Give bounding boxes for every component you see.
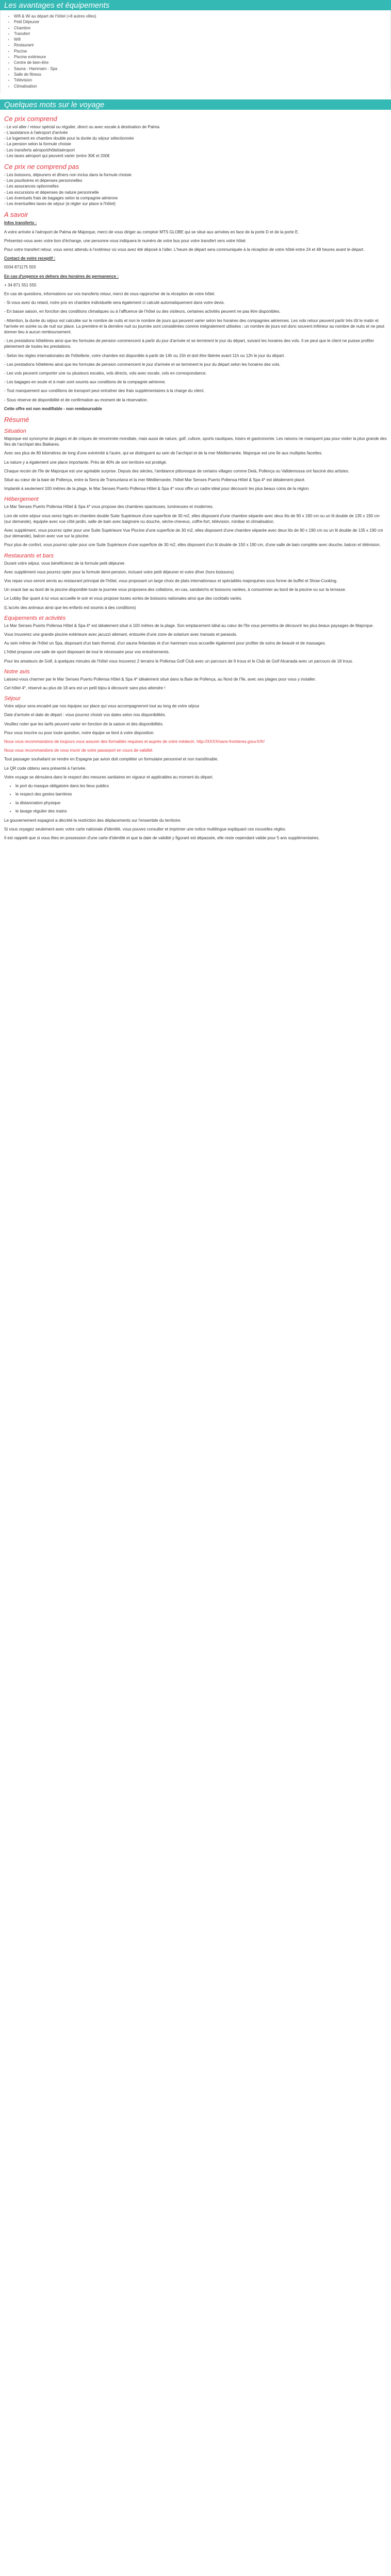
travel-rule-paragraph: Tout passager souhaitant se rendre en Espagne par avion doit compléter un formulaire personnel et non transférable. (4, 757, 219, 762)
contact-label: Contact de votre receptif : (4, 256, 56, 261)
lodging-paragraph: Le Mar Senses Puerto Pollensa Hôtel & Spa 4* vous propose des chambres spacieuses, lumineuses et modernes. (4, 504, 214, 510)
travel-rule-item: • le port du masque obligatoire dans les lieux publics (15, 783, 387, 789)
info-note: - Les prestations hôtelières ainsi que les formules de pension commencent à partir du jour d'arrivée et se terminent le jour du départ, suivant les horaires des vols. Il se peut que le client ne puisse profiter pleinement de toutes les prestations. (4, 338, 374, 349)
price-in-item: - Le vol aller / retour spécial ou régulier, direct ou avec escale à destination de Palma (4, 124, 160, 129)
urgency-label: En cas d'urgence en dehors des horaires de permanence : (4, 274, 119, 279)
stay-paragraph: Veuillez noter que les tarifs peuvent varier en fonction de la saison et des disponibilités. (4, 721, 164, 726)
lodging-paragraph: Avec supplément, vous pourrez opter pour une Suite Supérieure Vue Piscine d'une superficie de 30 m2, elles disposent d'une chambre séparée avec deux lits de 90 x 190 cm ou un lit double de 135 x 190 cm (sur demande), balcon avec vue sur la piscine. (4, 528, 383, 539)
our-opinion-title: Notre avis (4, 668, 30, 675)
info-note: - Les vols peuvent comporter une ou plusieurs escales, vols directs, vols avec escale, vols en correspondance. (4, 370, 207, 376)
info-note: - Attention, la durée du séjour est calculée sur le nombre de nuits et non le nombre de jours qui peuvent varier selon les horaires des compagnies aériennes. Les vols retour peuvent partir très tôt le matin et l'arrivée en soirée ou de nuit sur place. La première et la dernière nuit ou journée sont considérées comme intégralement utilisées ; un nombre de jours est donc souvent inférieur au nombre de nuits et ne peut donner lieu à aucun remboursement. (4, 318, 385, 334)
advantage-item: • Petit Déjeuner (14, 19, 386, 25)
advantage-item: • Piscine extérieure (14, 54, 386, 60)
price-in-item: - La pension selon la formule choisie (4, 142, 71, 147)
info-lead: Infos transferts : (4, 221, 37, 226)
situation-title: Situation (4, 428, 26, 434)
travel-rule-paragraph: Votre voyage se déroulera dans le respect des mesures sanitaires en vigueur et applicables au moment du départ. (4, 774, 214, 779)
equipment-paragraph: Pour les amateurs de Golf, à quelques minutes de l'hôtel vous trouverez 2 terrains le Pollensa Golf Club avec un parcours de 9 trous et le Club de Golf Alcanada avec un parcours de 18 trous. (4, 658, 353, 664)
price-in-list (4, 124, 387, 159)
advantage-item: • Sauna - Hammam - Spa (14, 66, 386, 72)
stay-paragraph: Date d'arrivée et date de départ : vous pourrez choisir vos dates selon nos disponibilités. (4, 713, 166, 718)
equipment-paragraph: Le Mar Senses Puerto Pollensa Hôtel & Spa 4* est idéalement situé à 100 mètres de la plage. Son emplacement idéal au cœur de l'île vous permettra de découvrir les plus beaux paysages de Majorque. (4, 623, 374, 628)
price-in-title: Ce prix comprend (4, 114, 57, 123)
advantage-item: • Restaurant (14, 42, 386, 48)
price-in-item: - L'assistance à l'aéroport d'arrivée (4, 130, 68, 135)
info-note: - En basse saison, en fonction des conditions climatiques ou à l'affluence de l'hôtel ou des visiteurs, certaines activités peuvent ne pas être disponibles. (4, 309, 281, 314)
opinion-paragraph: Cet hôtel 4*, réservé au plus de 18 ans est un petit bijou à découvrir sans plus attendre ! (4, 686, 166, 691)
dining-paragraph: Le Lobby Bar quant à lui vous accueille le soir et vous propose toutes sortes de boissons nationales ainsi que des cocktails variés. (4, 596, 242, 601)
info-paragraph: Pour votre transfert retour, vous serez attendu à l'extérieur où vous avez été déposé à l'aller. L'heure de départ sera communiquée à la réception de votre hôtel entre 24 et 48 heures avant le départ. (4, 247, 365, 252)
travel-rule-final-paragraph: Il est rappelé que si vous êtes en possession d'une carte d'identité et que la date de validité y figurant est dépassée, elle reste cependant valide pour 5 ans supplémentaires. (4, 836, 320, 841)
lodging-paragraph: Pour plus de confort, vous pourrez opter pour une Suite Supérieure d'une superficie de 30 m2, elles disposent d'un lit double de 150 x 190 cm, d'une salle de bain complète avec douche, balcon et télévision. (4, 543, 381, 548)
stay-warning: Nous vous recommandons de vous munir de votre passeport en cours de validité. (4, 748, 154, 753)
lodging-paragraph: Lors de votre séjour vous serez logés en chambre double Suite Supérieure d'une superficie de 30 m2, elles disposent d'une chambre séparée avec deux lits de 90 x 190 cm ou un lit double de 135 x 190 cm (sur demande), équipée avec vue côté jardin, salle de bain avec baignoire ou douche, sèche-cheveux, coffre-fort, télévision, minibar et climatisation. (4, 513, 380, 524)
price-out-item: - Les pourboires et dépenses personnelles (4, 178, 83, 183)
price-out-item: - Les éventuels frais de bagages selon la compagnie aérienne (4, 195, 118, 200)
price-out-title: Ce prix ne comprend pas (4, 163, 79, 171)
travel-rule-paragraph: Le QR code obtenu sera présenté à l'arrivée. (4, 766, 87, 771)
advantage-item: • Chambre (14, 25, 386, 31)
price-out-list (4, 172, 387, 207)
stay-paragraph: Pour vous inscrire ou pour toute question, notre équipe se tient à votre disposition. (4, 730, 155, 735)
lodging-title: Hébergement (4, 496, 39, 503)
details-content (0, 110, 391, 848)
our-opinion-text (4, 676, 387, 691)
travel-rules-list (4, 783, 387, 815)
dining-text (4, 561, 387, 602)
equipment-paragraph: L'hôtel propose une salle de sport disposant de tout le nécessaire pour vos entraînements. (4, 650, 170, 655)
info-title: A savoir (4, 211, 28, 219)
opinion-paragraph: Laissez-vous charmer par le Mar Senses Puerto Pollensa Hôtel & Spa 4* idéalement situé dans la Baie de Pollença, au Nord de l'île, avec ses plages pour vous y installer. (4, 676, 316, 682)
summary-title: Résumé (4, 415, 29, 423)
info-paragraph: Présentez-vous avec votre bon d'échange, une personne vous indiquera le numéro de votre bus pour votre transfert vers votre hôtel. (4, 238, 247, 243)
dining-paragraph: Avec supplément vous pourrez opter pour la formule demi-pension, incluant votre petit déjeuner et votre dîner (hors boissons). (4, 569, 235, 574)
advantage-item: • Wifi & Wi au départ de l'hôtel (+8 autres villes) (14, 13, 386, 19)
price-in-item: - Le logement en chambre double pour la durée du séjour sélectionnée (4, 136, 134, 141)
dining-paragraph: Un snack bar au bord de la piscine disponible toute la journée vous proposera des collations, en-cas, sandwichs et boissons variées, à consommer au bord de la piscine ou sur la terrasse. (4, 587, 347, 592)
equipment-paragraph: Vous trouverez une grande piscine extérieure avec jacuzzi attenant, entourée d'une zone de solarium avec transats et parasols. (4, 632, 238, 637)
info-paragraph: A votre arrivée à l'aéroport de Palma de Majorque, merci de vous diriger au comptoir MTS GLOBE qui se situe aux arrivées en face de la porte D et de la porte E. (4, 229, 299, 234)
price-in-item: - Les taxes aéroport qui peuvent varier (entre 30€ et 200€ (4, 153, 110, 158)
advantage-item: • Salle de fitness (14, 72, 386, 77)
price-out-item: - Les assurances optionnelles (4, 184, 59, 189)
dining-paragraph: Vos repas vous seront servis au restaurant principal de l'hôtel, vous proposant un large choix de plats internationaux et spécialités majorquines sous forme de buffet et Show-Cooking. (4, 579, 338, 584)
travel-rule-item: • le respect des gestes barrières (15, 791, 387, 797)
situation-paragraph: Chaque recoin de l'île de Majorque est une agréable surprise. Depuis des siècles, l'ambiance pittoresque de certains villages comme Deià, Pollença ou Valldemossa ont fasciné des artistes. (4, 468, 350, 473)
price-out-item: - Les éventuelles taxes de séjour (à régler sur place à l'hôtel) (4, 201, 116, 207)
dining-note: (L'accès des animaux ainsi que les enfants est soumis à des conditions) (4, 605, 136, 610)
info-notes (4, 300, 387, 403)
equipment-title: Equipements et activités (4, 615, 66, 621)
dining-title: Restaurants et bars (4, 552, 54, 559)
situation-paragraph: Majorque est synonyme de plages et de criques de renommée mondiale, mais aussi de nature, golf, culture, sports nautiques, loisirs et gastronomie. Les raisons ne manquent pas pour visiter la plus grande des îles de l'archipel des Baléares. (4, 436, 387, 447)
info-note: - Tout manquement aux conditions de transport peut entraîner des frais supplémentaires à la charge du client. (4, 388, 205, 394)
price-out-item: - Les boissons, déjeuners et dîners non inclus dans la formule choisie (4, 173, 132, 178)
info-note: - Si vous avez du retard, notre prix en chambre individuelle sera également ci calculé automatiquement dans votre devis. (4, 300, 225, 306)
contact-phone: 0034 871175 555 (4, 265, 36, 270)
advantage-item: • Climatisation (14, 83, 386, 89)
situation-paragraph: Situé au cœur de la baie de Pollença, entre la Serra de Tramuntana et la mer Méditerranée, l'hôtel Mar Senses Puerto Pollensa Hôtel & Spa 4* est idéalement placé. (4, 477, 306, 482)
advantage-item: • Transfert (14, 31, 386, 37)
equipment-text (4, 623, 387, 664)
price-in-item: - Les transferts aéroport/hôtel/aéroport (4, 147, 75, 152)
dining-paragraph: Durant votre séjour, vous bénéficierez de la formule petit déjeuner. (4, 561, 126, 566)
info-paragraph: En cas de questions, informations sur vos transferts retour, merci de vous rapprocher de la réception de votre hôtel. (4, 291, 216, 296)
advantage-item: • Piscine (14, 48, 386, 54)
stay-paragraph: Votre séjour sera encadré par nos équipes sur place qui vous accompagneront tout au long de votre séjour. (4, 704, 201, 709)
situation-paragraph: Implanté à seulement 100 mètres de la plage, le Mar Senses Puerto Pollensa Hôtel & Spa 4* vous offre un cadre idéal pour découvrir les plus beaux coins de la région. (4, 486, 310, 492)
info-note: - Sous réserve de disponibilité et de confirmation au moment de la réservation. (4, 397, 148, 402)
info-note: - Selon les règles internationales de l'hôtellerie, votre chambre est disponible à partir de 14h ou 15h et doit être libérée avant 11h ou 12h le jour du départ. (4, 353, 285, 358)
travel-rules-final (4, 818, 387, 841)
non-refundable-note: Cette offre est non modifiable - non remboursable (4, 406, 102, 411)
travel-rule-item: • la distanciation physique (15, 800, 387, 806)
stay-warning-text (4, 739, 387, 753)
info-note: - Les bagages en soute et à main sont soumis aux conditions de la compagnie aérienne. (4, 380, 166, 385)
urgency-phone: + 34 871 551 555 (4, 282, 37, 287)
stay-warning: Nous vous recommandons de toujours vous assurer des formalités requises et auprès de votre médecin. http://XXXX/sans-frontieres.gouv.fr/fr/ (4, 739, 265, 744)
advantage-item: • Télévision (14, 77, 386, 83)
lodging-text (4, 504, 387, 548)
details-title: Quelques mots sur le voyage (0, 99, 391, 110)
travel-rules-text (4, 756, 387, 780)
travel-rule-item: • le lavage régulier des mains (15, 808, 387, 814)
situation-paragraph: Avec ses plus de 80 kilomètres de long d'une extrémité à l'autre, qui se distinguent au sein de l'archipel et de la mer Méditerranée, Majorque est une île aux multiples facettes. (4, 451, 323, 456)
travel-rule-final-paragraph: Si vous voyagez seulement avec votre carte nationale d'identité, vous pouvez consulter et imprimer une notice multilingue expliquant ces nouvelles règles. (4, 826, 286, 832)
advantages-title: Les avantages et équipements (0, 0, 391, 10)
travel-rule-final-paragraph: Le gouvernement espagnol a décrété la restriction des déplacements sur l'ensemble du territoire. (4, 818, 182, 823)
stay-text (4, 703, 387, 736)
advantages-list (0, 10, 391, 93)
advantage-item: • Centre de bien-être (14, 60, 386, 65)
situation-paragraph: La nature y a également une place importante. Près de 40% de son territoire est protégé. (4, 460, 167, 465)
price-out-item: - Les excursions et dépenses de nature personnelle (4, 190, 99, 195)
info-note: - Les prestations hôtelières ainsi que les formules de pension commencent le jour d'arrivée et se terminent le jour du départ selon les horaires des vols. (4, 362, 281, 367)
situation-text (4, 436, 387, 492)
stay-title: Séjour (4, 696, 21, 702)
advantage-item: • Wifi (14, 37, 386, 42)
equipment-paragraph: Au sein même de l'hôtel un Spa, disposant d'un bain thermal, d'un sauna finlandais et d'un hammam vous accueille également pour profiter de soins de beauté et de massages. (4, 641, 326, 646)
